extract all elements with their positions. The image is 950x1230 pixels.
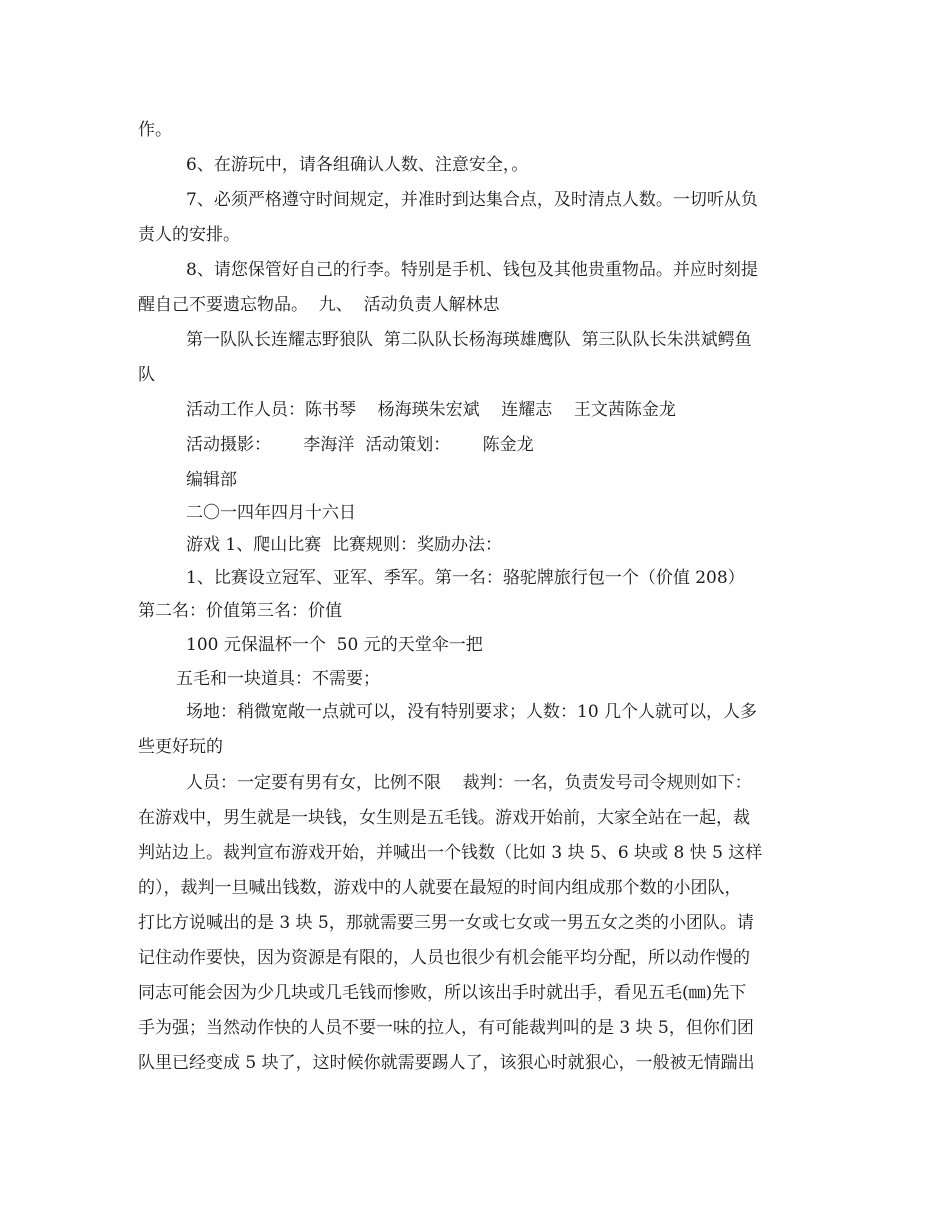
text-line: 场地：稍微宽敞一点就可以，没有特别要求；人数：10 几个人就可以，人多: [186, 702, 758, 722]
text-line: 的），裁判一旦喊出钱数，游戏中的人就要在最短的时间内组成那个数的小团队，: [138, 878, 742, 898]
text-line: 同志可能会因为少几块或几毛钱而惨败，所以该出手时就出手，看见五毛(㎜)先下: [138, 983, 747, 1003]
text-line: 7、必须严格遵守时间规定，并准时到达集合点，及时清点人数。一切听从负: [186, 190, 758, 210]
text-line: 二〇一四年四月十六日: [186, 503, 356, 523]
text-line: 些更好玩的: [138, 737, 223, 757]
text-line: 活动工作人员：陈书琴 杨海瑛朱宏斌 连耀志 王文茜陈金龙: [186, 400, 676, 420]
text-line: 五毛和一块道具：不需要；: [176, 669, 380, 689]
text-line: 活动摄影： 李海洋 活动策划： 陈金龙: [186, 435, 534, 455]
text-line: 1、比赛设立冠军、亚军、季军。第一名：骆驼牌旅行包一个（价值 208）: [186, 568, 745, 588]
text-line: 手为强；当然动作快的人员不要一味的拉人，有可能裁判叫的是 3 块 5，但你们团: [138, 1018, 754, 1038]
text-line: 第一队队长连耀志野狼队 第二队队长杨海瑛雄鹰队 第三队队长朱洪斌鳄鱼: [186, 330, 752, 350]
text-line: 队: [138, 365, 155, 385]
text-line: 第二名：价值第三名：价值: [138, 601, 342, 621]
text-line: 判站边上。裁判宣布游戏开始，并喊出一个钱数（比如 3 块 5、6 块或 8 快 5 这样: [138, 843, 763, 863]
text-line: 醒自己不要遗忘物品。 九、 活动负责人解林忠: [138, 295, 500, 315]
text-line: 编辑部: [186, 470, 237, 490]
text-line: 100 元保温杯一个 50 元的天堂伞一把: [186, 635, 483, 655]
text-line: 记住动作要快，因为资源是有限的，人员也很少有机会能平均分配，所以动作慢的: [138, 948, 750, 968]
text-line: 在游戏中，男生就是一块钱，女生则是五毛钱。游戏开始前，大家全站在一起，裁: [138, 808, 750, 828]
text-line: 人员：一定要有男有女，比例不限 裁判：一名，负责发号司令规则如下：: [186, 773, 752, 793]
text-line: 作。: [138, 120, 172, 140]
text-line: 打比方说喊出的是 3 块 5，那就需要三男一女或七女或一男五女之类的小团队。请: [138, 913, 754, 933]
text-line: 8、请您保管好自己的行李。特别是手机、钱包及其他贵重物品。并应时刻提: [186, 260, 758, 280]
text-line: 游戏 1、爬山比赛 比赛规则：奖励办法：: [186, 535, 503, 555]
text-line: 责人的安排。: [138, 225, 240, 245]
text-line: 队里已经变成 5 块了，这时候你就需要踢人了，该狠心时就狠心，一般被无情踹出: [138, 1053, 755, 1073]
text-line: 6、在游玩中，请各组确认人数、注意安全，。: [186, 155, 529, 175]
